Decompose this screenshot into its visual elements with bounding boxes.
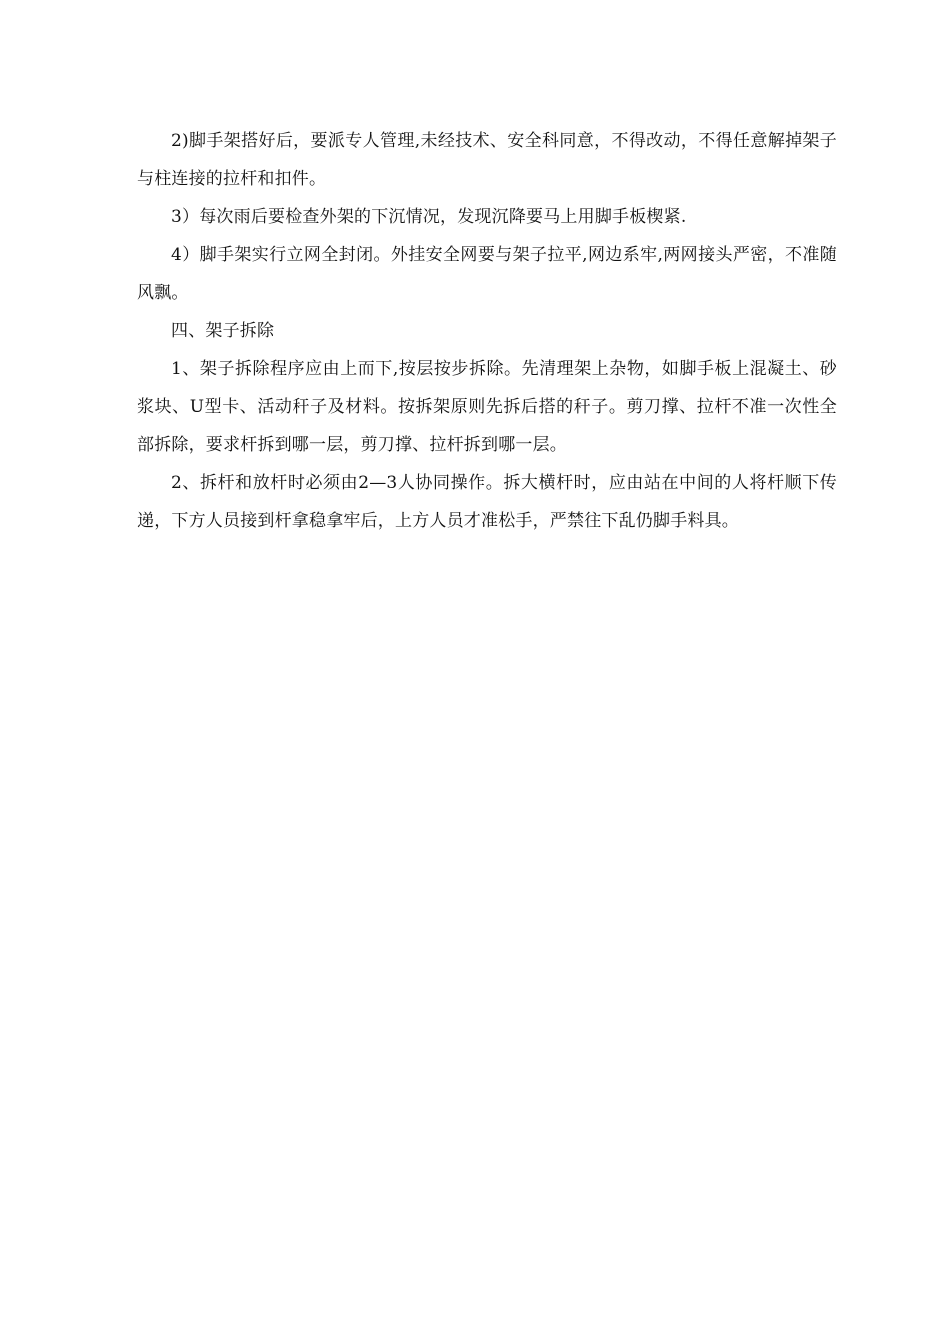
paragraph-safety-net: 4）脚手架实行立网全封闭。外挂安全网要与架子拉平,网边系牢,两网接头严密，不准随风飘。 xyxy=(137,245,837,303)
paragraph-pole-handling: 2、拆杆和放杆时必须由2—3人协同操作。拆大横杆时，应由站在中间的人将杆顺下传递，下方人员接到杆拿稳拿牢后，上方人员才准松手，严禁往下乱仍脚手料具。 xyxy=(137,473,837,531)
section-heading-dismantling: 四、架子拆除 xyxy=(171,321,275,341)
paragraph-rain-inspection: 3）每次雨后要检查外架的下沉情况，发现沉降要马上用脚手板楔紧. xyxy=(171,207,687,227)
paragraph-maintenance: 2)脚手架搭好后，要派专人管理,未经技术、安全科同意，不得改动，不得任意解掉架子与柱连接的拉杆和扣件。 xyxy=(137,131,837,189)
paragraph-dismantling-order: 1、架子拆除程序应由上而下,按层按步拆除。先清理架上杂物，如脚手板上混凝土、砂浆块、U型卡、活动秆子及材料。按拆架原则先拆后搭的秆子。剪刀撑、拉杆不准一次性全部拆除，要求杆拆到哪一层，剪刀撑、拉杆拆到哪一层。 xyxy=(137,359,837,455)
document-body xyxy=(137,122,837,540)
